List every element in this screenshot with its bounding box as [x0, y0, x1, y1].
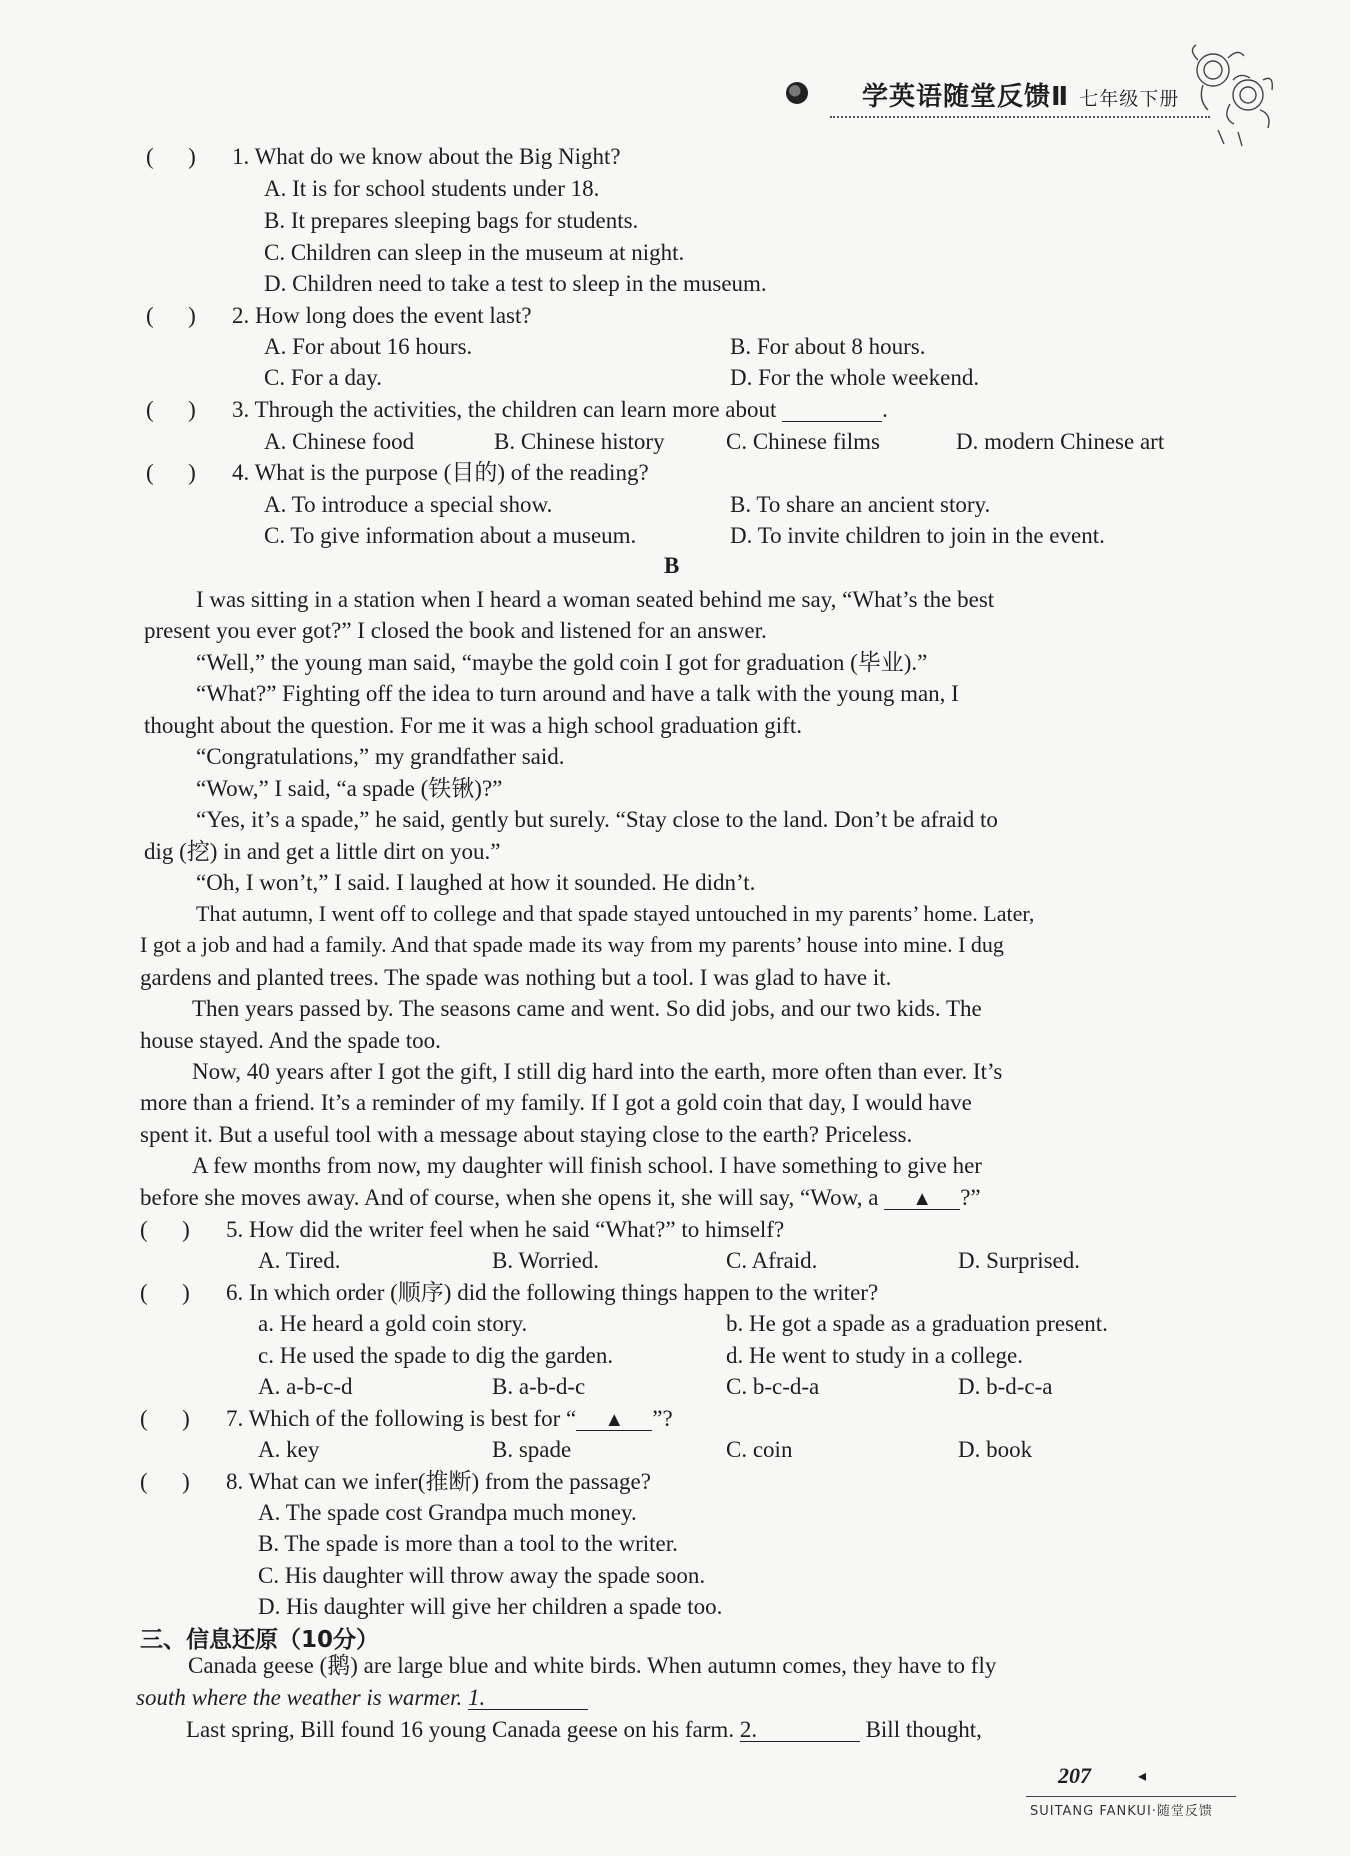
question-2: ( ) 2. How long does the event last? — [146, 303, 532, 328]
option-8b: B. The spade is more than a tool to the writer. — [258, 1531, 678, 1556]
option-2a: A. For about 16 hours. — [264, 334, 473, 359]
option-5a: A. Tired. — [258, 1248, 341, 1273]
question-stem: What do we know about the Big Night? — [254, 144, 621, 169]
option-5c: C. Afraid. — [726, 1248, 818, 1273]
footer-brand: SUITANG FANKUI·随堂反馈 — [1030, 1804, 1213, 1819]
answer-bracket[interactable]: ( ) — [146, 460, 196, 485]
option-8c: C. His daughter will throw away the spade soon. — [258, 1563, 706, 1588]
passage-line: house stayed. And the spade too. — [140, 1028, 441, 1053]
answer-bracket[interactable]: ( ) — [146, 144, 196, 169]
event-item-c: c. He used the spade to dig the garden. — [258, 1343, 614, 1368]
passage-line: “Wow,” I said, “a spade (铁锹)?” — [196, 776, 503, 801]
answer-bracket[interactable]: ( ) — [140, 1217, 190, 1242]
header-subtitle: 七年级下册 — [1079, 88, 1180, 110]
question-6: ( ) 6. In which order (顺序) did the following things happen to the writer? — [140, 1280, 879, 1305]
option-7b: B. spade — [492, 1437, 572, 1462]
question-7: ( ) 7. Which of the following is best for “ ▲ ”? — [140, 1406, 673, 1431]
option-1b: B. It prepares sleeping bags for students. — [264, 208, 639, 233]
header-title — [862, 76, 1179, 113]
section-3-line: Last spring, Bill found 16 young Canada geese on his farm. 2. Bill thought, — [186, 1717, 982, 1742]
passage-line: I was sitting in a station when I heard a woman seated behind me say, “What’s the best — [196, 587, 995, 612]
question-stem: In which order (顺序) did the following things happen to the writer? — [249, 1280, 879, 1305]
option-2b: B. For about 8 hours. — [730, 334, 926, 359]
option-3d: D. modern Chinese art — [956, 429, 1165, 454]
header-bullet-icon — [786, 82, 808, 104]
option-4d: D. To invite children to join in the event. — [730, 523, 1105, 548]
left-arrow-icon: ◂ — [1138, 1768, 1147, 1785]
option-6d: D. b-d-c-a — [958, 1374, 1053, 1399]
option-1c: C. Children can sleep in the museum at night. — [264, 240, 685, 265]
question-stem: How did the writer feel when he said “What?” to himself? — [249, 1217, 785, 1242]
event-item-b: b. He got a spade as a graduation present. — [726, 1311, 1108, 1336]
answer-blank[interactable] — [782, 398, 882, 422]
question-blank[interactable] — [576, 1407, 652, 1431]
passage-line: present you ever got?” I closed the book and listened for an answer. — [144, 618, 767, 643]
question-3: ( ) 3. Through the activities, the children can learn more about . — [146, 397, 888, 422]
footer-rule — [1026, 1796, 1236, 1797]
question-5: ( ) 5. How did the writer feel when he said “What?” to himself? — [140, 1217, 785, 1242]
passage-line: “Oh, I won’t,” I said. I laughed at how it sounded. He didn’t. — [196, 870, 756, 895]
option-6b: B. a-b-d-c — [492, 1374, 586, 1399]
event-item-d: d. He went to study in a college. — [726, 1343, 1024, 1368]
option-4a: A. To introduce a special show. — [264, 492, 553, 517]
passage-line: Then years passed by. The seasons came and went. So did jobs, and our two kids. The — [192, 996, 982, 1021]
option-2c: C. For a day. — [264, 365, 382, 390]
option-2d: D. For the whole weekend. — [730, 365, 980, 390]
triangle-marker-icon: ▲ — [912, 1188, 933, 1210]
flower-decoration-icon — [1178, 40, 1278, 150]
question-1: ( ) 1. What do we know about the Big Night? — [146, 144, 621, 169]
passage-line: “Yes, it’s a spade,” he said, gently but surely. “Stay close to the land. Don’t be afraid to — [196, 807, 998, 832]
question-stem: What can we infer(推断) from the passage? — [248, 1469, 651, 1494]
info-blank-2[interactable]: 2. — [740, 1718, 860, 1742]
question-4: ( ) 4. What is the purpose (目的) of the reading? — [146, 460, 649, 485]
passage-line: “Well,” the young man said, “maybe the gold coin I got for graduation (毕业).” — [196, 650, 928, 675]
answer-bracket[interactable]: ( ) — [140, 1406, 190, 1431]
passage-line: “Congratulations,” my grandfather said. — [196, 744, 565, 769]
passage-line: gardens and planted trees. The spade was nothing but a tool. I was glad to have it. — [140, 965, 892, 990]
option-7d: D. book — [958, 1437, 1033, 1462]
passage-line: more than a friend. It’s a reminder of my family. If I got a gold coin that day, I would have — [140, 1090, 972, 1115]
option-8d: D. His daughter will give her children a spade too. — [258, 1594, 723, 1619]
passage-line: I got a job and had a family. And that spade made its way from my parents’ house into mine. I dug — [140, 932, 1004, 957]
option-1d: D. Children need to take a test to sleep in the museum. — [264, 271, 767, 296]
option-7a: A. key — [258, 1437, 320, 1462]
passage-line-last: before she moves away. And of course, when she opens it, she will say, “Wow, a ▲ ?” — [140, 1185, 981, 1210]
option-3a: A. Chinese food — [264, 429, 415, 454]
header-dotted-rule — [830, 116, 1210, 118]
event-item-a: a. He heard a gold coin story. — [258, 1311, 528, 1336]
option-3c: C. Chinese films — [726, 429, 880, 454]
passage-line: spent it. But a useful tool with a message about staying close to the earth? Priceless. — [140, 1122, 913, 1147]
passage-line: Now, 40 years after I got the gift, I still dig hard into the earth, more often than ever. It’s — [192, 1059, 1003, 1084]
triangle-marker-icon: ▲ — [604, 1409, 625, 1431]
answer-bracket[interactable]: ( ) — [146, 397, 196, 422]
page-number: 207 — [1058, 1763, 1091, 1788]
option-8a: A. The spade cost Grandpa much money. — [258, 1500, 637, 1525]
info-blank-1[interactable]: 1. — [468, 1686, 588, 1710]
question-stem: Through the activities, the children can learn more about — [254, 397, 777, 422]
passage-line: That autumn, I went off to college and that spade stayed untouched in my parents’ home. Later, — [196, 901, 1035, 926]
question-stem: How long does the event last? — [255, 303, 532, 328]
answer-bracket[interactable]: ( ) — [146, 303, 196, 328]
question-stem: What is the purpose (目的) of the reading? — [254, 460, 649, 485]
option-4b: B. To share an ancient story. — [730, 492, 991, 517]
passage-line: dig (挖) in and get a little dirt on you.” — [144, 839, 501, 864]
answer-bracket[interactable]: ( ) — [140, 1280, 190, 1305]
option-5d: D. Surprised. — [958, 1248, 1081, 1273]
question-8: ( ) 8. What can we infer(推断) from the passage? — [140, 1469, 651, 1494]
option-7c: C. coin — [726, 1437, 793, 1462]
passage-line: “What?” Fighting off the idea to turn around and have a talk with the young man, I — [196, 681, 959, 706]
section-3-line: Canada geese (鹅) are large blue and white birds. When autumn comes, they have to fly — [188, 1653, 997, 1678]
option-4c: C. To give information about a museum. — [264, 523, 637, 548]
answer-bracket[interactable]: ( ) — [140, 1469, 190, 1494]
passage-line: A few months from now, my daughter will finish school. I have something to give her — [192, 1153, 982, 1178]
section-3-line: south where the weather is warmer. 1. — [136, 1686, 588, 1710]
passage-blank[interactable] — [884, 1186, 960, 1210]
header-title-text: 学英语随堂反馈Ⅱ — [862, 82, 1070, 112]
section-3-heading: 三、信息还原（10分） — [140, 1627, 380, 1653]
passage-line: thought about the question. For me it was a high school graduation gift. — [144, 713, 802, 738]
option-5b: B. Worried. — [492, 1248, 599, 1273]
section-b-heading: B — [664, 553, 680, 578]
option-1a: A. It is for school students under 18. — [264, 176, 600, 201]
option-6a: A. a-b-c-d — [258, 1374, 353, 1399]
option-6c: C. b-c-d-a — [726, 1374, 820, 1399]
option-3b: B. Chinese history — [494, 429, 665, 454]
